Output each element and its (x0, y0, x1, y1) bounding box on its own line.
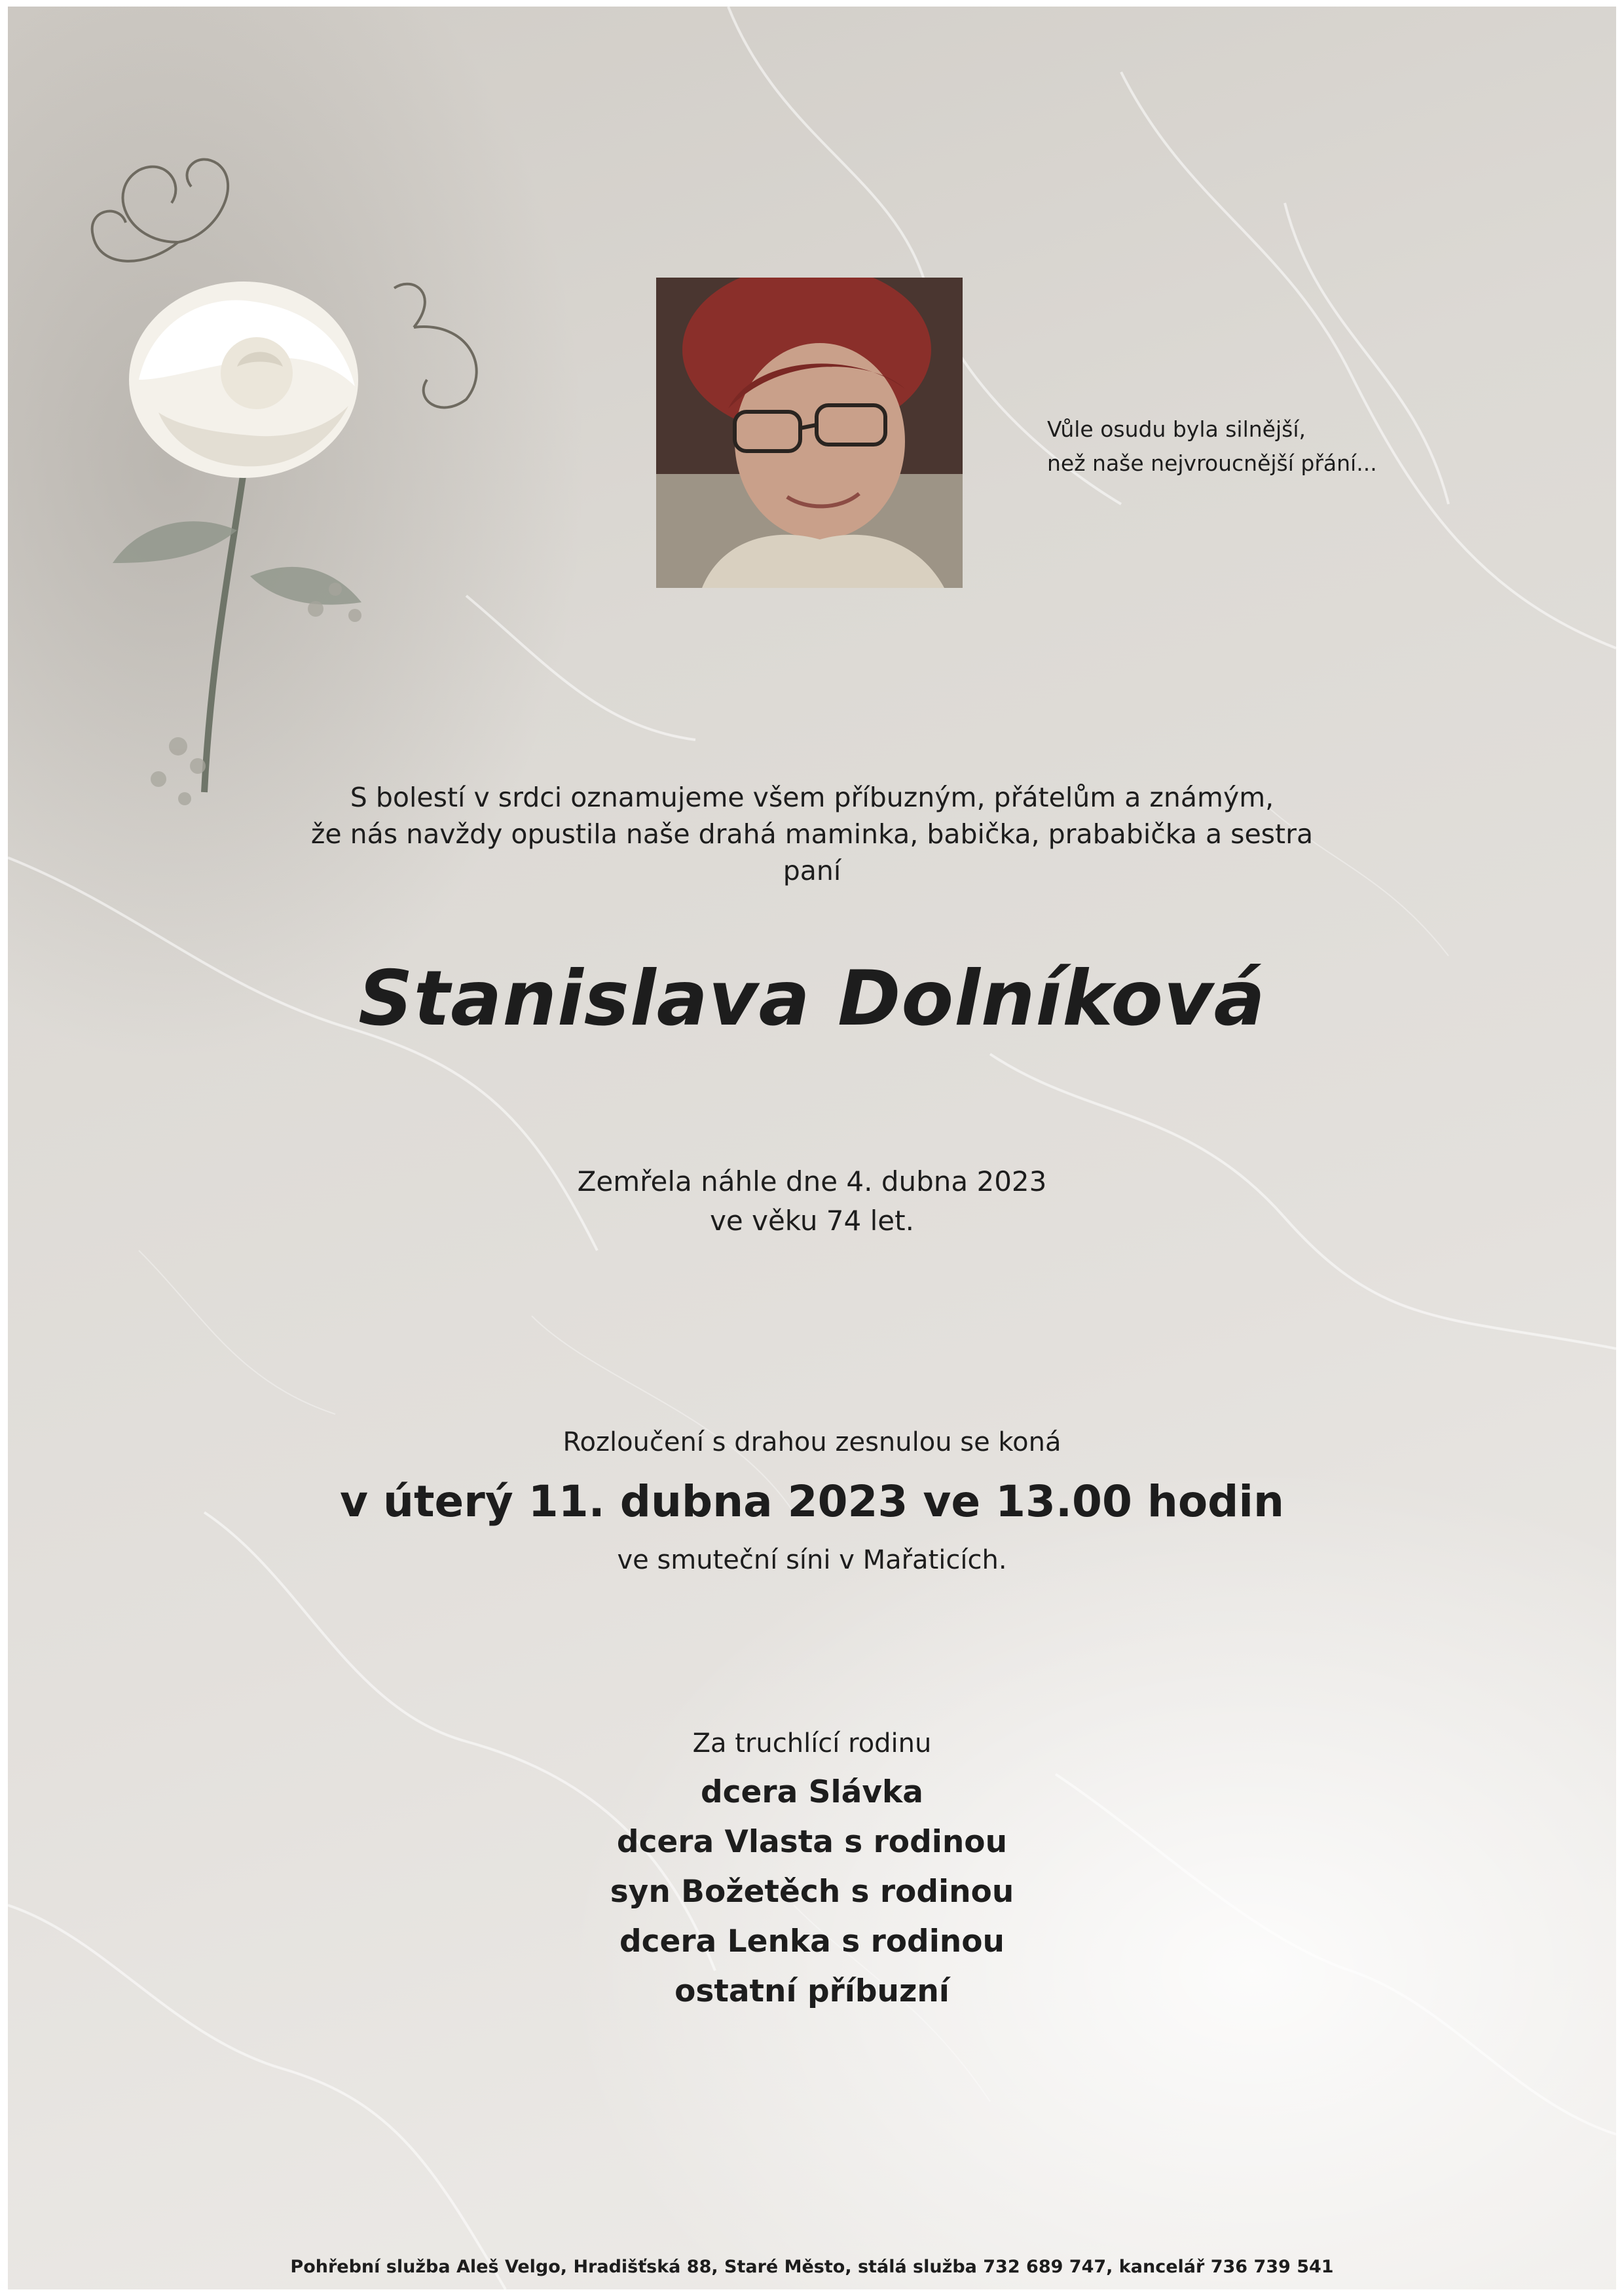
announcement-line: S bolestí v srdci oznamujeme všem příbuzným, přátelům a známým, (350, 782, 1274, 813)
death-age-line: ve věku 74 let. (710, 1205, 914, 1237)
portrait-photo (656, 278, 963, 588)
family-member: dcera Lenka s rodinou (619, 1923, 1005, 1959)
rose-ornament (47, 105, 532, 890)
quote-line: než naše nejvroucnější přání... (1047, 450, 1377, 476)
obituary-sheet (8, 7, 1616, 2289)
funeral-service-footer: Pohřební služba Aleš Velgo, Hradišťská 88, Staré Město, stálá služba 732 689 747, kancelář 736 739 541 (290, 2257, 1334, 2277)
announcement-line: že nás navždy opustila naše drahá maminka, babička, prababička a sestra (310, 818, 1314, 850)
quote-line: Vůle osudu byla silnější, (1047, 416, 1306, 442)
farewell-datetime: v úterý 11. dubna 2023 ve 13.00 hodin (339, 1476, 1285, 1527)
farewell-place: ve smuteční síni v Mařaticích. (617, 1545, 1007, 1575)
announcement-line: paní (783, 855, 841, 886)
family-label: Za truchlící rodinu (692, 1728, 932, 1758)
death-date-line: Zemřela náhle dne 4. dubna 2023 (577, 1165, 1047, 1197)
family-member: dcera Vlasta s rodinou (616, 1824, 1008, 1860)
death-info (8, 1162, 1616, 1241)
family-member: ostatní příbuzní (674, 1973, 950, 2009)
farewell-label: Rozloučení s drahou zesnulou se koná (563, 1427, 1061, 1457)
family-member: syn Božetěch s rodinou (610, 1874, 1014, 1910)
announcement (8, 779, 1616, 889)
family-member: dcera Slávka (701, 1774, 923, 1810)
deceased-name: Stanislava Dolníková (358, 955, 1266, 1043)
quote-text (1047, 412, 1377, 481)
family-members (8, 1768, 1616, 2016)
